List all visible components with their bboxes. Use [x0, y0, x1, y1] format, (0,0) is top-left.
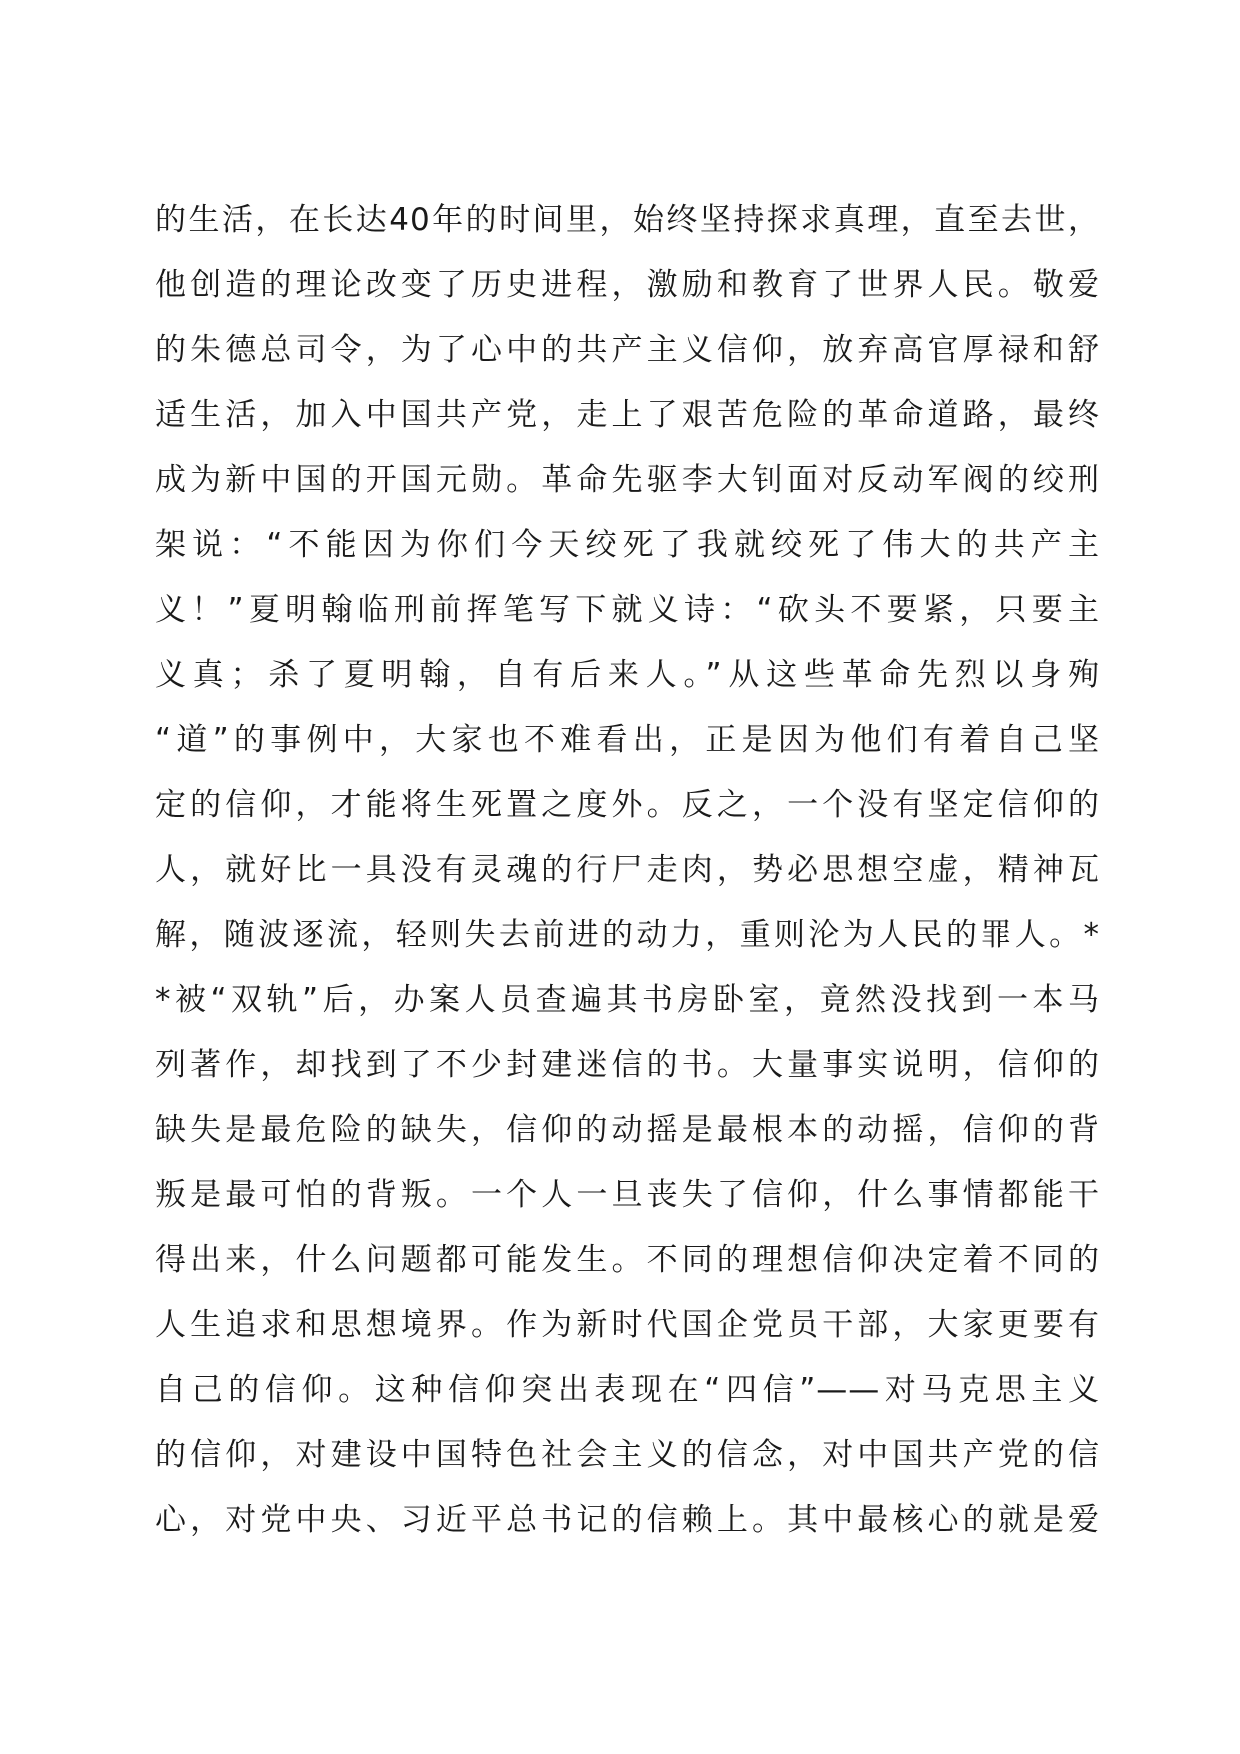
text-line: 解，随波逐流，轻则失去前进的动力，重则沦为人民的罪人。*: [155, 917, 1100, 953]
text-line: 列著作，却找到了不少封建迷信的书。大量事实说明，信仰的: [155, 1047, 1100, 1083]
text-line: 缺失是最危险的缺失，信仰的动摇是最根本的动摇，信仰的背: [155, 1112, 1100, 1148]
body-paragraph: [155, 188, 1100, 1553]
text-line: 义！”夏明翰临刑前挥笔写下就义诗：“砍头不要紧，只要主: [155, 592, 1100, 628]
text-line: 他创造的理论改变了历史进程，激励和教育了世界人民。敬爱: [155, 267, 1100, 303]
text-line: 定的信仰，才能将生死置之度外。反之，一个没有坚定信仰的: [155, 787, 1100, 823]
text-line: *被“双轨”后，办案人员查遍其书房卧室，竟然没找到一本马: [155, 982, 1100, 1018]
text-line: 得出来，什么问题都可能发生。不同的理想信仰决定着不同的: [155, 1242, 1100, 1278]
text-line: 人，就好比一具没有灵魂的行尸走肉，势必思想空虚，精神瓦: [155, 852, 1100, 888]
text-line: 自己的信仰。这种信仰突出表现在“四信”——对马克思主义: [155, 1372, 1100, 1408]
text-line: 的生活，在长达40年的时间里，始终坚持探求真理，直至去世，: [155, 202, 1100, 238]
text-line: 成为新中国的开国元勋。革命先驱李大钊面对反动军阀的绞刑: [155, 462, 1100, 498]
text-line: “道”的事例中，大家也不难看出，正是因为他们有着自己坚: [155, 722, 1100, 758]
text-line: 叛是最可怕的背叛。一个人一旦丧失了信仰，什么事情都能干: [155, 1177, 1100, 1213]
text-line: 义真；杀了夏明翰，自有后来人。”从这些革命先烈以身殉: [155, 657, 1100, 693]
text-line: 心，对党中央、习近平总书记的信赖上。其中最核心的就是爱: [155, 1502, 1100, 1538]
text-line: 人生追求和思想境界。作为新时代国企党员干部，大家更要有: [155, 1307, 1100, 1343]
text-line: 的朱德总司令，为了心中的共产主义信仰，放弃高官厚禄和舒: [155, 332, 1100, 368]
text-line: 架说：“不能因为你们今天绞死了我就绞死了伟大的共产主: [155, 527, 1100, 563]
text-line: 的信仰，对建设中国特色社会主义的信念，对中国共产党的信: [155, 1437, 1100, 1473]
text-line: 适生活，加入中国共产党，走上了艰苦危险的革命道路，最终: [155, 397, 1100, 433]
